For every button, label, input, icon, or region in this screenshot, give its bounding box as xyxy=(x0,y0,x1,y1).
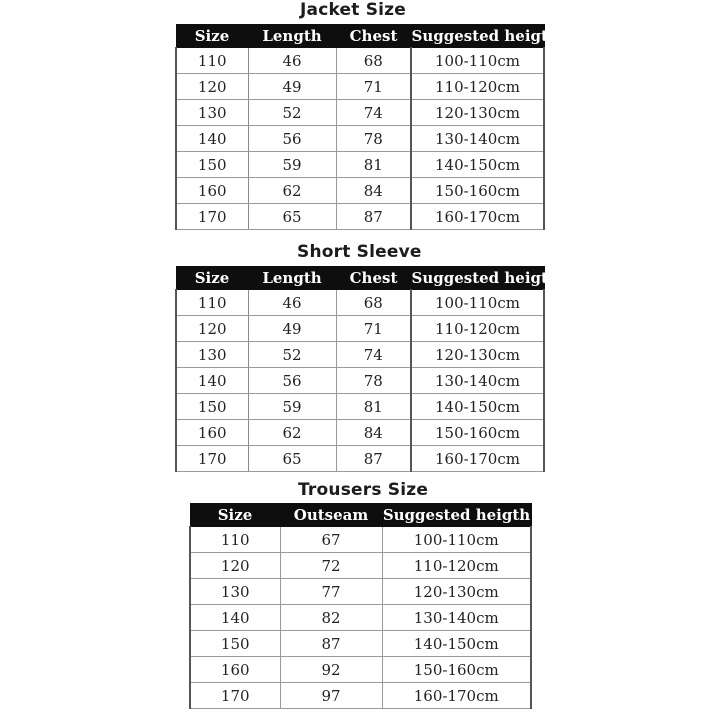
table-cell: 120 xyxy=(176,316,248,342)
table-cell: 56 xyxy=(248,368,336,394)
table-row xyxy=(176,48,544,74)
header-length: Length xyxy=(248,267,336,290)
table-cell: 59 xyxy=(248,394,336,420)
table-cell: 140-150cm xyxy=(411,394,544,420)
table-cell: 65 xyxy=(248,204,336,230)
table-cell: 82 xyxy=(280,605,382,631)
short-sleeve-title: Short Sleeve xyxy=(297,242,422,262)
table-cell: 59 xyxy=(248,152,336,178)
table-cell: 110-120cm xyxy=(411,316,544,342)
table-cell: 150 xyxy=(190,631,280,657)
table-row xyxy=(176,394,544,420)
table-cell: 49 xyxy=(248,316,336,342)
table-cell: 46 xyxy=(248,48,336,74)
trousers-table-body xyxy=(190,527,531,709)
table-cell: 84 xyxy=(336,178,411,204)
table-row xyxy=(190,553,531,579)
table-header-row xyxy=(176,25,544,48)
table-row xyxy=(176,152,544,178)
table-cell: 130-140cm xyxy=(382,605,531,631)
table-cell: 110 xyxy=(176,290,248,316)
header-outseam: Outseam xyxy=(280,504,382,527)
table-cell: 87 xyxy=(336,446,411,472)
table-cell: 140 xyxy=(176,368,248,394)
jacket-size-table xyxy=(175,24,559,230)
table-cell: 160 xyxy=(190,657,280,683)
table-cell: 170 xyxy=(176,446,248,472)
table-cell: 71 xyxy=(336,74,411,100)
table-cell: 78 xyxy=(336,368,411,394)
table-cell: 49 xyxy=(248,74,336,100)
table-cell: 68 xyxy=(336,48,411,74)
header-suggested-height: Suggested heigth xyxy=(382,504,531,527)
table-cell: 150-160cm xyxy=(411,178,544,204)
table-cell: 72 xyxy=(280,553,382,579)
table-cell: 130 xyxy=(176,342,248,368)
table-cell: 67 xyxy=(280,527,382,553)
table-row xyxy=(176,204,544,230)
table-cell: 160-170cm xyxy=(411,446,544,472)
short-sleeve-table-body xyxy=(176,290,544,472)
table-cell: 100-110cm xyxy=(382,527,531,553)
table-cell: 120-130cm xyxy=(411,342,544,368)
table-cell: 120 xyxy=(190,553,280,579)
header-size: Size xyxy=(176,267,248,290)
table-cell: 81 xyxy=(336,152,411,178)
header-size: Size xyxy=(190,504,280,527)
table-cell: 87 xyxy=(280,631,382,657)
table-row xyxy=(176,368,544,394)
table-cell: 160 xyxy=(176,178,248,204)
table-row xyxy=(176,178,544,204)
table-cell: 140 xyxy=(176,126,248,152)
table-cell: 150-160cm xyxy=(411,420,544,446)
table-cell: 130-140cm xyxy=(411,368,544,394)
table-cell: 84 xyxy=(336,420,411,446)
table-cell: 150-160cm xyxy=(382,657,531,683)
table-row xyxy=(190,579,531,605)
table-cell: 170 xyxy=(176,204,248,230)
table-cell: 52 xyxy=(248,342,336,368)
header-suggested-height: Suggested heigth xyxy=(411,25,544,48)
table-row xyxy=(176,446,544,472)
table-cell: 100-110cm xyxy=(411,48,544,74)
table-cell: 68 xyxy=(336,290,411,316)
table-cell: 130-140cm xyxy=(411,126,544,152)
table-cell: 110-120cm xyxy=(411,74,544,100)
table-cell: 92 xyxy=(280,657,382,683)
table-cell: 140 xyxy=(190,605,280,631)
table-header-row xyxy=(176,267,544,290)
table-cell: 52 xyxy=(248,100,336,126)
table-cell: 77 xyxy=(280,579,382,605)
table-row xyxy=(190,657,531,683)
table-cell: 160-170cm xyxy=(382,683,531,709)
table-cell: 110 xyxy=(190,527,280,553)
table-row xyxy=(190,683,531,709)
table-row xyxy=(176,100,544,126)
header-length: Length xyxy=(248,25,336,48)
table-row xyxy=(190,605,531,631)
table-cell: 160-170cm xyxy=(411,204,544,230)
table-cell: 65 xyxy=(248,446,336,472)
table-cell: 160 xyxy=(176,420,248,446)
table-cell: 110-120cm xyxy=(382,553,531,579)
table-cell: 120-130cm xyxy=(411,100,544,126)
short-sleeve-size-table xyxy=(175,266,559,472)
table-cell: 81 xyxy=(336,394,411,420)
table-cell: 71 xyxy=(336,316,411,342)
table-cell: 120-130cm xyxy=(382,579,531,605)
trousers-size-table xyxy=(189,503,532,709)
table-cell: 62 xyxy=(248,420,336,446)
table-header-row xyxy=(190,504,531,527)
table-cell: 78 xyxy=(336,126,411,152)
table-cell: 130 xyxy=(176,100,248,126)
table-cell: 110 xyxy=(176,48,248,74)
table-cell: 140-150cm xyxy=(411,152,544,178)
jacket-size-title: Jacket Size xyxy=(300,0,406,20)
table-cell: 130 xyxy=(190,579,280,605)
jacket-table-body xyxy=(176,48,544,230)
header-suggested-height: Suggested heigth xyxy=(411,267,544,290)
table-cell: 170 xyxy=(190,683,280,709)
table-cell: 97 xyxy=(280,683,382,709)
table-row xyxy=(190,527,531,553)
table-cell: 62 xyxy=(248,178,336,204)
header-size: Size xyxy=(176,25,248,48)
table-row xyxy=(176,342,544,368)
table-row xyxy=(176,316,544,342)
table-cell: 56 xyxy=(248,126,336,152)
header-chest: Chest xyxy=(336,25,411,48)
table-cell: 150 xyxy=(176,394,248,420)
table-row xyxy=(176,420,544,446)
table-cell: 120 xyxy=(176,74,248,100)
table-cell: 150 xyxy=(176,152,248,178)
table-cell: 74 xyxy=(336,100,411,126)
trousers-size-title: Trousers Size xyxy=(298,480,429,500)
table-cell: 46 xyxy=(248,290,336,316)
table-row xyxy=(176,126,544,152)
table-row xyxy=(176,290,544,316)
table-cell: 74 xyxy=(336,342,411,368)
table-cell: 87 xyxy=(336,204,411,230)
header-chest: Chest xyxy=(336,267,411,290)
table-cell: 100-110cm xyxy=(411,290,544,316)
table-row xyxy=(190,631,531,657)
table-row xyxy=(176,74,544,100)
table-cell: 140-150cm xyxy=(382,631,531,657)
